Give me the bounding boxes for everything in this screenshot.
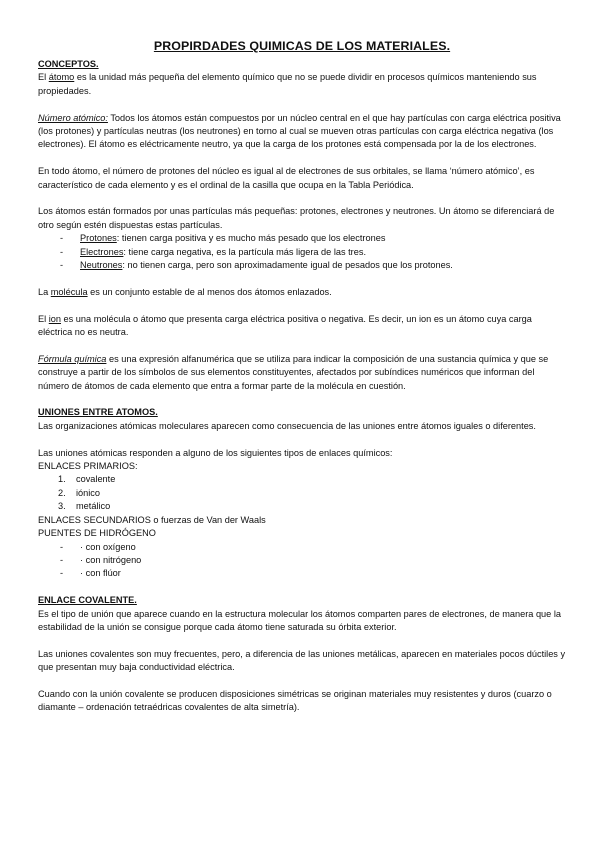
label-puentes-hidrogeno: PUENTES DE HIDRÓGENO [38, 528, 156, 539]
paragraph-formula [38, 353, 566, 393]
text-span: es una expresión alfanumérica que se utiliza para indicar la composición de una sustancia química y que se construye a partir de los símbolos de sus elementos constituyentes, afectados por subíndices numéricos que informan del número de átomos de cada elemento que entra a formar parte de la molécula en cuestión. [38, 353, 549, 391]
term-protones: Protones [80, 233, 117, 244]
list-text: iónico [76, 487, 101, 498]
list-item [58, 487, 566, 500]
section-heading-conceptos: CONCEPTOS. [38, 59, 99, 69]
list-item [60, 232, 566, 245]
list-item: - · con flúor [60, 567, 566, 580]
text-span: : no tienen carga, pero son aproximadamente igual de pesados que los protones. [122, 260, 453, 271]
paragraph-numero-atomico [38, 112, 566, 152]
paragraph-particulas: Los átomos están formados por unas partículas más pequeñas: protones, electrones y neutrones. Un átomo se diferenciará de otro según estén dispuestas estas partículas. [38, 206, 555, 230]
text-span: es un conjunto estable de al menos dos átomos enlazados. [87, 286, 332, 297]
list-text: metálico [76, 501, 111, 512]
text-span: Todos los átomos están compuestos por un núcleo central en el que hay partículas con carga eléctrica positiva (los protones) y partículas neutras (los neutrones) en torno al cual se mueven otras partículas con carga eléctrica negativa (los electrones). El átomo es eléctricamente neutro, ya que la carga de los protones está compensada por la de los electrones. [38, 112, 561, 150]
text-span: El [38, 72, 49, 83]
list-item: - · con oxígeno [60, 541, 566, 554]
term-ion: ion [48, 313, 61, 324]
paragraph-atomo [38, 71, 566, 98]
list-text: covalente [76, 474, 116, 485]
list-number: 2. [58, 487, 66, 498]
paragraph-numero-atomico-2: En todo átomo, el número de protones del núcleo es igual al de electrones de sus orbitales, se llama ‘número atómico’, es característico de cada elemento y es el ordinal de la casilla que ocupa en la Tabla Periódica. [38, 166, 535, 190]
page-title: PROPIRDADES QUIMICAS DE LOS MATERIALES. [153, 39, 451, 53]
list-item [60, 259, 566, 272]
primary-bond-list [38, 473, 566, 513]
text-span: El [38, 313, 49, 324]
text-span: es una molécula o átomo que presenta carga eléctrica positiva o negativa. Es decir, un ion es un átomo cuya carga eléctrica no es neutra. [38, 313, 532, 338]
term-molecula: molécula [50, 286, 88, 297]
hydrogen-bond-list [38, 541, 566, 581]
list-item: - · con nitrógeno [60, 554, 566, 567]
paragraph-covalente-1: Es el tipo de unión que aparece cuando en la estructura molecular los átomos comparten pares de electrones, de manera que la estabilidad de la unión se consigue porque cada átomo tiene saturada su órbita exterior. [38, 608, 561, 632]
section-heading-uniones: UNIONES ENTRE ATOMOS. [38, 407, 158, 418]
text-span: : tienen carga positiva y es mucho más pesado que los electrones [116, 233, 386, 244]
paragraph-ion [38, 313, 566, 340]
particle-list [38, 232, 566, 272]
paragraph-covalente-2: Las uniones covalentes son muy frecuentes, pero, a diferencia de las uniones metálicas, aparecen en materiales pocos dúctiles y que presentan muy baja conductividad eléctrica. [38, 648, 566, 673]
term-formula-quimica: Fórmula química [38, 353, 107, 364]
section-heading-covalente: ENLACE COVALENTE. [38, 595, 137, 606]
text-span: La [38, 286, 51, 297]
paragraph-covalente-3: Cuando con la unión covalente se producen disposiciones simétricas se originan materiales muy resistentes y duros (cuarzo o diamante – ordenación tetraédricas covalentes de alta simetría). [38, 688, 552, 713]
term-electrones: Electrones [80, 246, 124, 257]
list-item [58, 473, 566, 486]
term-neutrones: Neutrones [80, 260, 123, 271]
text-span: : tiene carga negativa, es la partícula más ligera de las tres. [123, 246, 366, 257]
term-atomo: átomo [48, 72, 75, 83]
label-enlaces-secundarios: ENLACES SECUNDARIOS o fuerzas de Van der Waals [38, 514, 266, 525]
list-item [60, 246, 566, 259]
text-span: es la unidad más pequeña del elemento químico que no se puede dividir en procesos químicos manteniendo sus propiedades. [38, 72, 537, 96]
document-body [38, 38, 566, 715]
label-enlaces-primarios: ENLACES PRIMARIOS: [38, 461, 138, 472]
paragraph-uniones-2: Las uniones atómicas responden a alguno de los siguientes tipos de enlaces químicos: [38, 447, 393, 458]
list-number: 3. [58, 501, 66, 512]
list-number: 1. [58, 474, 66, 485]
paragraph-uniones-1: Las organizaciones atómicas moleculares aparecen como consecuencia de las uniones entre átomos iguales o diferentes. [38, 420, 536, 431]
term-numero-atomico: Número atómico: [38, 112, 108, 123]
list-item [58, 500, 566, 513]
paragraph-molecula [38, 286, 566, 299]
